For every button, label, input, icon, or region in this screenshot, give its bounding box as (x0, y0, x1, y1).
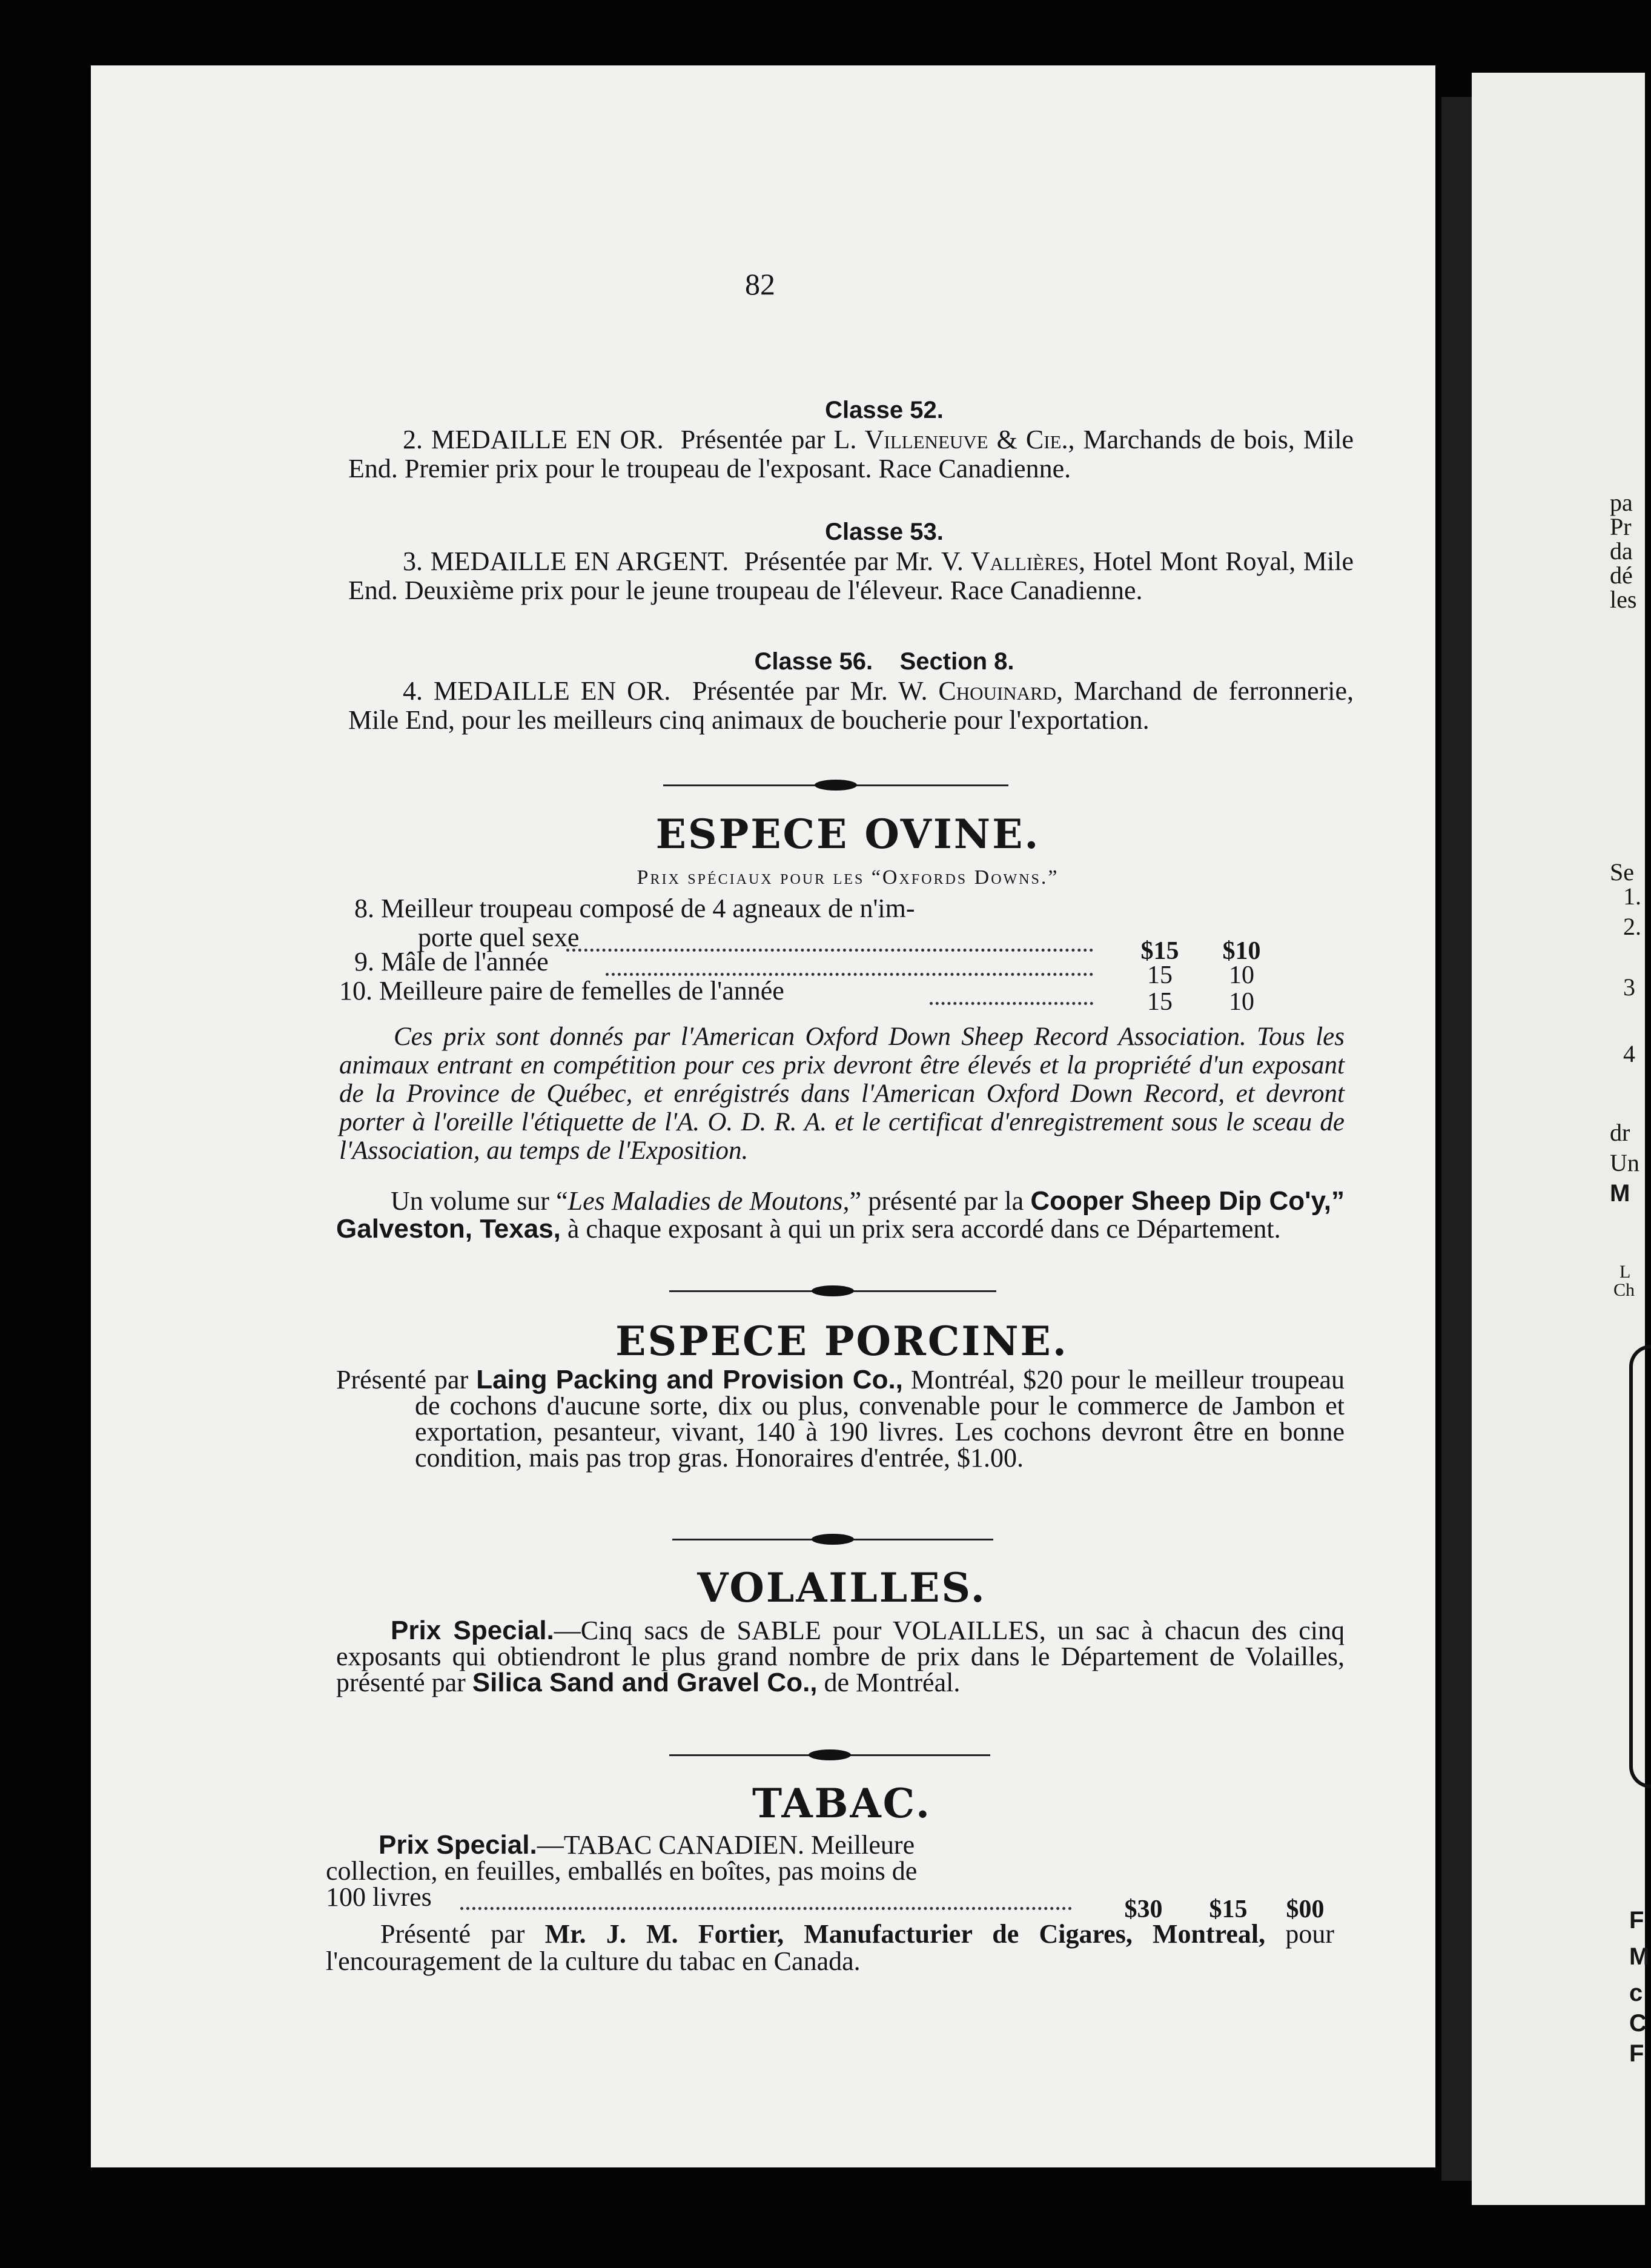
fragment: Se (1610, 858, 1634, 886)
tabac-line: collection, en feuilles, emballés en boîtes, pas moins de (326, 1856, 918, 1886)
fragment: Un (1610, 1149, 1639, 1176)
presenter-intro: Présenté par (336, 1365, 469, 1394)
prize-first: $15 (1140, 937, 1179, 965)
fragment: c (1629, 1980, 1643, 2006)
volume-paragraph (336, 1187, 1345, 1243)
prize-note-text: Ces prix sont donnés par l'American Oxford Down Sheep Record Association. Tous les animaux entrant en compétition pour ces prix devront être élevés et la propriété d'un exposant de la Province de Québec, et enrégistrés dans l'American Oxford Down Record, et devront porter à l'oreille l'étiquette de l'A. O. D. R. A. et le certificat d'enregistrement sous le sceau de l'Association, au temps de l'Exposition. (339, 1023, 1345, 1165)
ornamental-rule (669, 1290, 996, 1292)
fragment: F (1629, 2040, 1644, 2067)
class-text: Marchands de bois, Mile End. Premier prix pour le troupeau de l'exposant. Race Canadienne. (348, 425, 1354, 483)
prize-second: 10 (1229, 988, 1254, 1016)
adjacent-page (1472, 73, 1650, 2205)
medal-label: 4. MEDAILLE EN OR. (403, 676, 671, 706)
presenter-name: V. Vallières, (941, 546, 1085, 576)
prize-row-label: 10. Meilleure paire de femelles de l'année (339, 976, 784, 1006)
ornamental-rule (669, 1754, 990, 1756)
section-title: ESPECE PORCINE. (615, 1318, 1068, 1365)
fragment: C (1629, 2010, 1647, 2037)
prize-row-label: 9. Mâle de l'année (354, 947, 549, 976)
volume-text: Un volume sur “ (391, 1186, 568, 1216)
class-paragraph (348, 425, 1354, 483)
ornamental-rule (663, 784, 1008, 786)
class-heading: Classe 56. Section 8. (754, 648, 1014, 675)
fragment: 4 (1623, 1040, 1635, 1067)
class-heading: Classe 53. (825, 519, 944, 545)
fragment: les (1610, 586, 1637, 613)
volailles-text: de Montréal. (824, 1668, 961, 1697)
prize-second: $15 (1209, 1895, 1248, 1923)
prize-third: $00 (1286, 1895, 1325, 1923)
presenter-intro: Présenté par (380, 1919, 525, 1949)
presenter-name: L. Villeneuve & Cie., (833, 425, 1075, 454)
prize-first: 15 (1147, 961, 1173, 989)
prize-lead: Prix Special. (391, 1616, 554, 1645)
fragment: 3 (1623, 973, 1635, 1001)
fragment: 2. (1623, 913, 1641, 940)
fragment: dr (1610, 1119, 1630, 1146)
sponsor-name: Silica Sand and Gravel Co., (472, 1668, 818, 1697)
fragment: dé (1610, 562, 1633, 589)
prize-first: $30 (1124, 1895, 1163, 1923)
prize-lead: Prix Special. (379, 1830, 537, 1860)
section-subtitle: Prix spéciaux pour les “Oxfords Downs.” (637, 866, 1059, 889)
presenter-intro: Présentée par (680, 425, 826, 454)
section-title: TABAC. (752, 1780, 932, 1827)
prize-row-label: 8. Meilleur troupeau composé de 4 agneaux de n'im- (354, 894, 915, 923)
class-heading: Classe 52. (825, 397, 944, 423)
volume-text: ” présenté par la (849, 1186, 1024, 1216)
prize-row-label: porte quel sexe (418, 923, 580, 952)
tabac-paragraph (326, 1920, 1334, 1975)
fragment: Ch (1613, 1280, 1635, 1300)
presenter-name: Chouinard, (938, 676, 1064, 706)
leader-dots (930, 1002, 1093, 1005)
fragment: L (1620, 1262, 1631, 1282)
prize-second: 10 (1229, 961, 1254, 989)
tabac-line (379, 1831, 915, 1860)
medal-label: 3. MEDAILLE EN ARGENT. (403, 546, 729, 576)
leader-dots (566, 949, 1093, 952)
presenter-name: Mr. J. M. Fortier, Manufacturier de Cigares, Montreal, (544, 1919, 1266, 1949)
sponsor-name: Laing Packing and Provision Co., (476, 1365, 903, 1394)
presenter-intro: Présentée par Mr. W. (692, 676, 928, 706)
volume-title: Les Maladies de Moutons, (567, 1186, 850, 1216)
ornament-fragment (1629, 1345, 1651, 1788)
fragment: Pr (1610, 513, 1632, 540)
volume-text: à chaque exposant à qui un prix sera accordé dans ce Département. (567, 1214, 1281, 1244)
porcine-paragraph (336, 1367, 1345, 1471)
fragment: M (1610, 1180, 1630, 1207)
section-title: ESPECE OVINE. (655, 811, 1041, 858)
volailles-paragraph (336, 1617, 1345, 1696)
fragment: da (1610, 537, 1633, 565)
prize-note (339, 1023, 1345, 1165)
medal-label: 2. MEDAILLE EN OR. (403, 425, 664, 454)
fragment: 1. (1623, 883, 1641, 910)
prize-first: 15 (1147, 988, 1173, 1016)
tabac-text: —TABAC CANADIEN. Meilleure (537, 1830, 915, 1860)
leader-dots (460, 1907, 1072, 1910)
class-paragraph (348, 677, 1354, 735)
class-text: Hotel Mont Royal, Mile End. Deuxième prix pour le jeune troupeau de l'éleveur. Race Canadienne. (348, 546, 1354, 605)
presenter-intro: Présentée par Mr. (744, 546, 934, 576)
sponsor-name: Cooper Sheep Dip Co'y,” Galveston, Texas, (336, 1186, 1345, 1244)
fragment: M (1629, 1943, 1650, 1970)
fragment: pa (1610, 489, 1633, 516)
section-title: VOLAILLES. (697, 1564, 987, 1611)
tabac-line: 100 livres (326, 1882, 432, 1912)
porcine-text: Montréal, $20 pour le meilleur troupeau de cochons d'aucune sorte, dix ou plus, convenable pour le commerce de Jambon et exportation, pesanteur, vivant, 140 à 190 livres. Les cochons devront être en bonne condition, mais pas trop gras. Honoraires d'entrée, $1.00. (415, 1365, 1345, 1473)
class-paragraph (348, 547, 1354, 605)
ornamental-rule (672, 1539, 993, 1540)
fragment: F (1629, 1907, 1644, 1934)
tabac-text: pour l'encouragement de la culture du tabac en Canada. (326, 1919, 1335, 1976)
prize-second: $10 (1222, 937, 1261, 965)
page-number: 82 (745, 267, 775, 301)
class-text: Marchand de ferronnerie, Mile End, pour les meilleurs cinq animaux de boucherie pour l'exportation. (348, 676, 1354, 735)
volailles-text: —Cinq sacs de SABLE pour VOLAILLES, un sac à chacun des cinq exposants qui obtiendront le plus grand nombre de prix dans le Département de Volailles, présenté par (336, 1616, 1345, 1697)
